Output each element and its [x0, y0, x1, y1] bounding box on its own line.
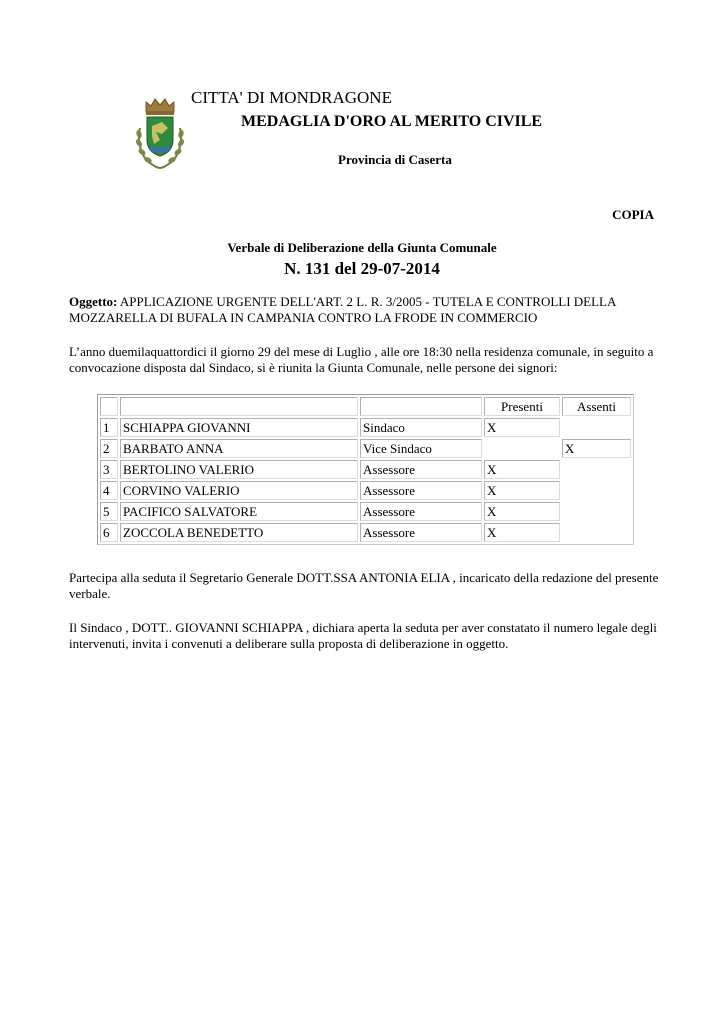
table-row: [100, 460, 631, 479]
table-row: [100, 481, 631, 500]
header-assenti: Assenti: [562, 397, 631, 416]
row-assente: X: [562, 439, 631, 458]
segretario-paragraph: Partecipa alla seduta il Segretario Generale DOTT.SSA ANTONIA ELIA , incaricato della redazione del presente verbale.: [69, 570, 659, 601]
header-cell-empty: [120, 397, 358, 416]
row-presente: X: [484, 418, 560, 437]
row-num: 3: [100, 460, 118, 479]
medal-title: MEDAGLIA D'ORO AL MERITO CIVILE: [241, 113, 543, 130]
row-assente: [562, 481, 631, 500]
oggetto-text: APPLICAZIONE URGENTE DELL'ART. 2 L. R. 3/2005 - TUTELA E CONTROLLI DELLA MOZZARELLA DI BUFALA IN CAMPANIA CONTRO LA FRODE IN COMMERCIO: [69, 294, 616, 325]
attendance-table: [97, 394, 634, 545]
row-role: Vice Sindaco: [360, 439, 482, 458]
row-num: 6: [100, 523, 118, 542]
oggetto-label: Oggetto:: [69, 294, 118, 309]
row-presente: X: [484, 502, 560, 521]
row-name: ZOCCOLA BENEDETTO: [120, 523, 358, 542]
oggetto-paragraph: [69, 294, 669, 326]
city-name: CITTA' DI MONDRAGONE: [191, 88, 392, 107]
row-assente: [562, 418, 631, 437]
row-assente: [562, 502, 631, 521]
intro-paragraph: L’anno duemilaquattordici il giorno 29 del mese di Luglio , alle ore 18:30 nella residenza comunale, in seguito a convocazione disposta dal Sindaco, si è riunita la Giunta Comunale, nelle persone dei signori:: [69, 344, 654, 375]
row-role: Assessore: [360, 481, 482, 500]
row-name: SCHIAPPA GIOVANNI: [120, 418, 358, 437]
row-assente: [562, 523, 631, 542]
province-label: Provincia di Caserta: [338, 152, 452, 167]
row-name: PACIFICO SALVATORE: [120, 502, 358, 521]
sindaco-paragraph: Il Sindaco , DOTT.. GIOVANNI SCHIAPPA , dichiara aperta la seduta per aver constatato il numero legale degli intervenuti, invita i convenuti a deliberare sulla proposta di deliberazione in oggetto.: [69, 620, 657, 651]
row-role: Sindaco: [360, 418, 482, 437]
row-num: 5: [100, 502, 118, 521]
table-row: [100, 523, 631, 542]
table-row: [100, 502, 631, 521]
row-presente: X: [484, 460, 560, 479]
verbale-title: Verbale di Deliberazione della Giunta Comunale: [227, 240, 497, 255]
row-num: 1: [100, 418, 118, 437]
row-name: CORVINO VALERIO: [120, 481, 358, 500]
row-name: BERTOLINO VALERIO: [120, 460, 358, 479]
row-presente: [484, 439, 560, 458]
row-role: Assessore: [360, 460, 482, 479]
city-crest-emblem: [132, 96, 188, 172]
table-row: [100, 418, 631, 437]
row-presente: X: [484, 481, 560, 500]
copia-label: COPIA: [612, 207, 654, 222]
table-row: [100, 439, 631, 458]
row-role: Assessore: [360, 502, 482, 521]
row-name: BARBATO ANNA: [120, 439, 358, 458]
row-num: 2: [100, 439, 118, 458]
verbale-number: N. 131 del 29-07-2014: [284, 259, 440, 278]
header-presenti: Presenti: [484, 397, 560, 416]
row-num: 4: [100, 481, 118, 500]
row-role: Assessore: [360, 523, 482, 542]
row-presente: X: [484, 523, 560, 542]
header-cell-empty: [100, 397, 118, 416]
header-cell-empty: [360, 397, 482, 416]
table-header-row: [100, 397, 631, 416]
row-assente: [562, 460, 631, 479]
